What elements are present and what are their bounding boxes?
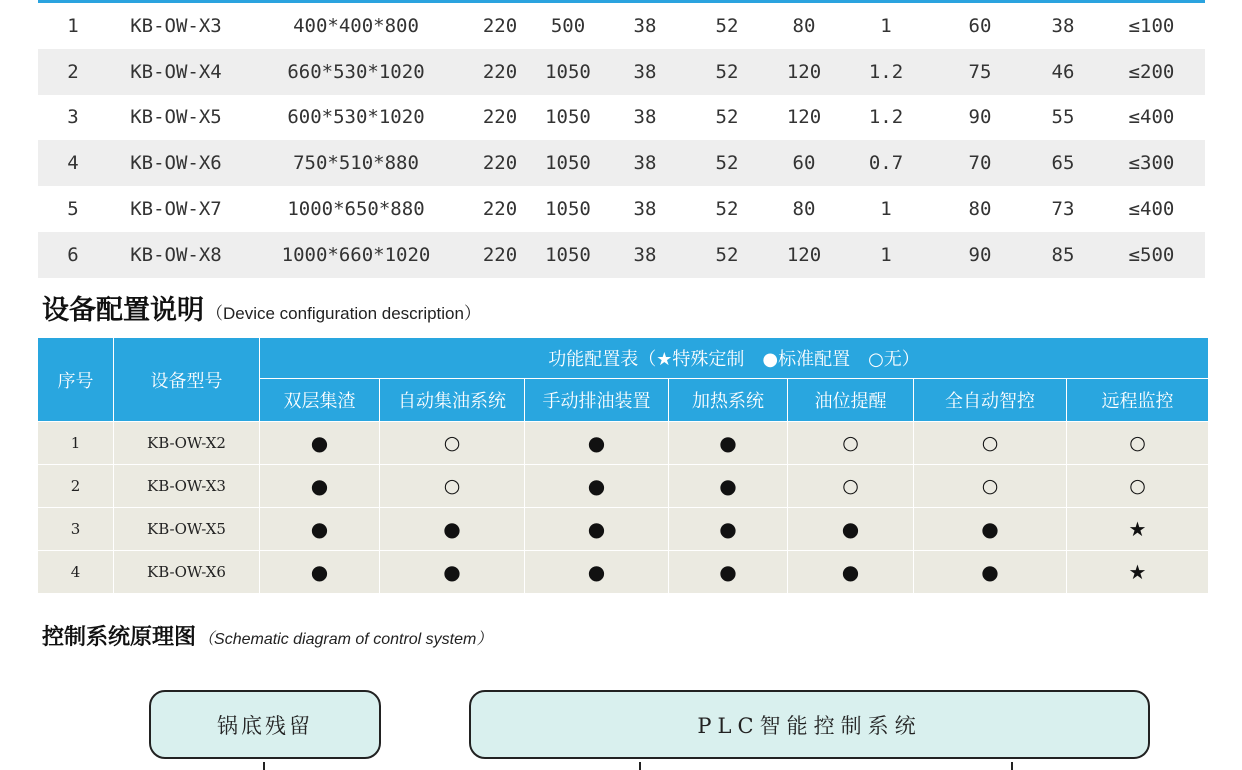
residue-box: 锅底残留 bbox=[149, 690, 381, 759]
spec-cell: ≤400 bbox=[1128, 106, 1175, 129]
spec-table-row bbox=[38, 186, 1205, 232]
feature-mark: ★ bbox=[1067, 551, 1209, 594]
feature-mark: ○ bbox=[914, 422, 1067, 465]
spec-cell: 46 bbox=[1051, 60, 1075, 83]
spec-cell: 38 bbox=[633, 198, 657, 221]
spec-cell: 73 bbox=[1051, 198, 1075, 221]
feature-mark: ● bbox=[525, 551, 669, 594]
row-index: 2 bbox=[38, 465, 114, 508]
control-title-en: （Schematic diagram of control system） bbox=[198, 631, 493, 648]
spec-cell: 60 bbox=[968, 14, 992, 37]
spec-table-row bbox=[38, 49, 1205, 95]
spec-cell: 1 bbox=[880, 198, 892, 221]
feature-mark: ● bbox=[525, 465, 669, 508]
spec-cell: KB-OW-X6 bbox=[130, 152, 222, 175]
spec-cell: 90 bbox=[968, 106, 992, 129]
feature-mark: ● bbox=[788, 551, 914, 594]
spec-cell: 80 bbox=[968, 198, 992, 221]
connector-line bbox=[263, 762, 265, 770]
spec-cell: 90 bbox=[968, 243, 992, 266]
spec-cell: ≤400 bbox=[1128, 198, 1175, 221]
spec-table-row bbox=[38, 95, 1205, 141]
spec-cell: 1.2 bbox=[868, 60, 904, 83]
spec-cell: 750*510*880 bbox=[293, 152, 419, 175]
feature-mark: ● bbox=[669, 422, 788, 465]
spec-cell: 80 bbox=[792, 14, 816, 37]
spec-cell: 38 bbox=[633, 60, 657, 83]
spec-table bbox=[38, 3, 1205, 278]
spec-table-row bbox=[38, 3, 1205, 49]
spec-cell: 1000*660*1020 bbox=[281, 243, 431, 266]
spec-cell: 70 bbox=[968, 152, 992, 175]
spec-cell: 6 bbox=[67, 243, 79, 266]
spec-cell: 0.7 bbox=[868, 152, 904, 175]
spec-cell: KB-OW-X4 bbox=[130, 60, 222, 83]
feature-mark: ● bbox=[380, 508, 525, 551]
table-row bbox=[38, 465, 1209, 508]
table-row bbox=[38, 551, 1209, 594]
spec-cell: 75 bbox=[968, 60, 992, 83]
spec-cell: KB-OW-X8 bbox=[130, 243, 222, 266]
spec-cell: 1.2 bbox=[868, 106, 904, 129]
table-row bbox=[38, 508, 1209, 551]
spec-cell: 65 bbox=[1051, 152, 1075, 175]
feature-mark: ● bbox=[260, 551, 380, 594]
header-feature-group: 功能配置表（★特殊定制 ●标准配置 ○无） bbox=[260, 338, 1209, 379]
spec-cell: 60 bbox=[792, 152, 816, 175]
spec-cell: 1050 bbox=[545, 152, 591, 175]
row-model: KB-OW-X3 bbox=[114, 465, 260, 508]
table-row bbox=[38, 422, 1209, 465]
spec-cell: 38 bbox=[633, 106, 657, 129]
spec-cell: 52 bbox=[715, 243, 739, 266]
control-title-zh: 控制系统原理图 bbox=[42, 625, 197, 650]
spec-cell: 1 bbox=[880, 14, 892, 37]
row-model: KB-OW-X2 bbox=[114, 422, 260, 465]
spec-cell: 500 bbox=[550, 14, 586, 37]
connector-line bbox=[1011, 762, 1013, 770]
header-feature: 双层集渣 bbox=[260, 379, 380, 422]
spec-cell: 38 bbox=[633, 243, 657, 266]
header-feature: 油位提醒 bbox=[788, 379, 914, 422]
config-title-en: （Device configuration description） bbox=[206, 304, 481, 323]
feature-mark: ★ bbox=[1067, 508, 1209, 551]
feature-mark: ○ bbox=[788, 465, 914, 508]
spec-cell: ≤500 bbox=[1128, 243, 1175, 266]
spec-cell: 120 bbox=[786, 106, 822, 129]
spec-cell: 3 bbox=[67, 106, 79, 129]
feature-mark: ● bbox=[914, 551, 1067, 594]
header-feature: 自动集油系统 bbox=[380, 379, 525, 422]
feature-mark: ● bbox=[525, 422, 669, 465]
spec-cell: 38 bbox=[633, 14, 657, 37]
spec-cell: 220 bbox=[482, 60, 518, 83]
spec-cell: 1 bbox=[880, 243, 892, 266]
spec-cell: 1050 bbox=[545, 198, 591, 221]
spec-cell: 80 bbox=[792, 198, 816, 221]
spec-cell: 55 bbox=[1051, 106, 1075, 129]
spec-cell: ≤200 bbox=[1128, 60, 1175, 83]
feature-mark: ● bbox=[260, 465, 380, 508]
spec-cell: 1050 bbox=[545, 106, 591, 129]
spec-cell: ≤100 bbox=[1128, 14, 1175, 37]
header-feature: 手动排油装置 bbox=[525, 379, 669, 422]
feature-mark: ● bbox=[260, 508, 380, 551]
spec-cell: 52 bbox=[715, 14, 739, 37]
spec-cell: 220 bbox=[482, 152, 518, 175]
feature-mark: ● bbox=[914, 508, 1067, 551]
spec-cell: 52 bbox=[715, 106, 739, 129]
config-section-title bbox=[42, 288, 481, 327]
config-title-zh: 设备配置说明 bbox=[42, 295, 204, 326]
row-index: 3 bbox=[38, 508, 114, 551]
header-model: 设备型号 bbox=[114, 338, 260, 422]
connector-line bbox=[639, 762, 641, 770]
spec-cell: 220 bbox=[482, 198, 518, 221]
feature-mark: ○ bbox=[914, 465, 1067, 508]
config-table-body bbox=[38, 422, 1209, 594]
header-feature: 全自动智控 bbox=[914, 379, 1067, 422]
spec-cell: 1050 bbox=[545, 60, 591, 83]
spec-table-row bbox=[38, 140, 1205, 186]
row-index: 1 bbox=[38, 422, 114, 465]
spec-cell: ≤300 bbox=[1128, 152, 1175, 175]
spec-cell: 660*530*1020 bbox=[287, 60, 425, 83]
spec-cell: 120 bbox=[786, 243, 822, 266]
header-feature: 远程监控 bbox=[1067, 379, 1209, 422]
spec-cell: 52 bbox=[715, 60, 739, 83]
spec-cell: 4 bbox=[67, 152, 79, 175]
feature-mark: ● bbox=[669, 551, 788, 594]
spec-cell: 52 bbox=[715, 152, 739, 175]
spec-cell: 120 bbox=[786, 60, 822, 83]
spec-cell: 38 bbox=[633, 152, 657, 175]
control-section-title bbox=[42, 620, 492, 651]
spec-cell: 400*400*800 bbox=[293, 14, 419, 37]
spec-cell: 2 bbox=[67, 60, 79, 83]
plc-control-box: PLC智能控制系统 bbox=[469, 690, 1150, 759]
feature-mark: ○ bbox=[380, 422, 525, 465]
spec-cell: KB-OW-X3 bbox=[130, 14, 222, 37]
spec-cell: KB-OW-X7 bbox=[130, 198, 222, 221]
spec-cell: 1000*650*880 bbox=[287, 198, 425, 221]
spec-cell: 5 bbox=[67, 198, 79, 221]
row-model: KB-OW-X5 bbox=[114, 508, 260, 551]
header-index: 序号 bbox=[38, 338, 114, 422]
row-model: KB-OW-X6 bbox=[114, 551, 260, 594]
feature-mark: ○ bbox=[1067, 422, 1209, 465]
header-feature: 加热系统 bbox=[669, 379, 788, 422]
feature-mark: ● bbox=[525, 508, 669, 551]
spec-cell: 38 bbox=[1051, 14, 1075, 37]
feature-mark: ○ bbox=[380, 465, 525, 508]
spec-cell: 220 bbox=[482, 106, 518, 129]
feature-mark: ○ bbox=[788, 422, 914, 465]
spec-cell: 1050 bbox=[545, 243, 591, 266]
feature-mark: ● bbox=[669, 465, 788, 508]
spec-cell: 220 bbox=[482, 14, 518, 37]
spec-cell: 220 bbox=[482, 243, 518, 266]
spec-cell: 52 bbox=[715, 198, 739, 221]
feature-mark: ○ bbox=[1067, 465, 1209, 508]
row-index: 4 bbox=[38, 551, 114, 594]
config-table bbox=[37, 337, 1209, 594]
spec-cell: 1 bbox=[67, 14, 79, 37]
spec-cell: 85 bbox=[1051, 243, 1075, 266]
feature-mark: ● bbox=[380, 551, 525, 594]
spec-cell: KB-OW-X5 bbox=[130, 106, 222, 129]
feature-mark: ● bbox=[669, 508, 788, 551]
feature-mark: ● bbox=[260, 422, 380, 465]
spec-cell: 600*530*1020 bbox=[287, 106, 425, 129]
feature-mark: ● bbox=[788, 508, 914, 551]
spec-table-row bbox=[38, 232, 1205, 278]
